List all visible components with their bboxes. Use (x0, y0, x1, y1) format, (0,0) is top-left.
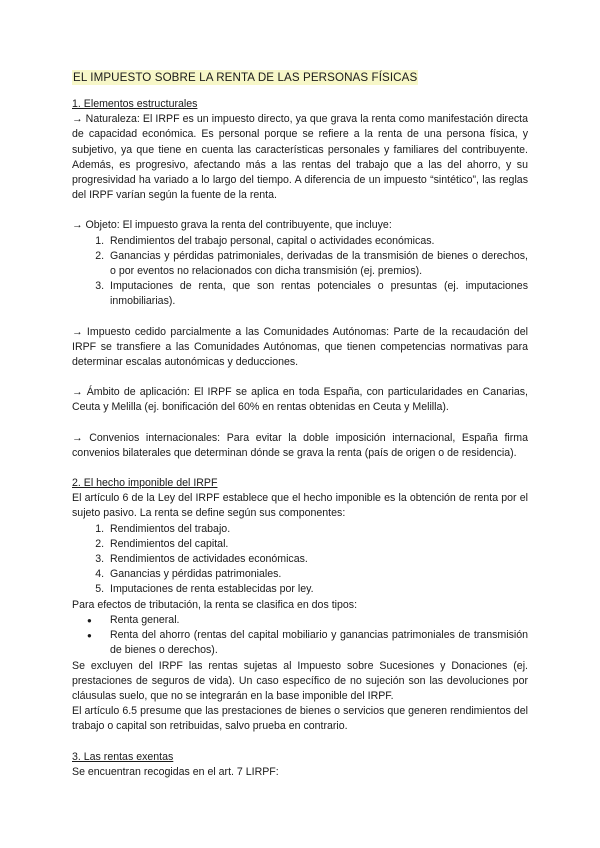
list-item: 1. Rendimientos del trabajo. (107, 522, 528, 537)
list-item: 1. Rendimientos del trabajo personal, capital o actividades económicas. (107, 234, 528, 249)
list-item: 3. Imputaciones de renta, que son rentas potenciales o presuntas (ej. imputaciones inmobiliarias). (107, 279, 528, 309)
objeto-intro: → Objeto: El impuesto grava la renta del contribuyente, que incluye: (72, 219, 392, 232)
convenios-paragraph: → Convenios internacionales: Para evitar la doble imposición internacional, España firma convenios bilaterales que determinan dónde se grava la renta (país de origen o de residencia). (72, 431, 528, 459)
list-item: ● Renta general. (107, 613, 528, 628)
naturaleza-paragraph: → Naturaleza: El IRPF es un impuesto directo, ya que grava la renta como manifestación directa de capacidad económica. Es personal porque se refiere a la renta de una persona física, y subjetivo, ya que tiene en cuenta las características personales y familiares del contribuyente. Además, es progresivo, afectando más a las rentas del trabajo que a las del ahorro, y su progresividad ha variado a lo largo del tiempo. A diferencia de un impuesto “sintético”, las reglas del IRPF varían según la fuente de la renta. (72, 113, 528, 202)
list-item: ● Renta del ahorro (rentas del capital mobiliario y ganancias patrimoniales de transmisión de bienes o derechos). (107, 628, 528, 658)
list-item: 5. Imputaciones de renta establecidas por ley. (107, 582, 528, 597)
list-item: 3. Rendimientos de actividades económicas. (107, 552, 528, 567)
componentes-list (72, 522, 528, 598)
tipos-list (72, 613, 528, 659)
objeto-list (72, 234, 528, 310)
section-2-heading: 2. El hecho imponible del IRPF (72, 477, 218, 490)
rentas-exentas-intro: Se encuentran recogidas en el art. 7 LIRPF: (72, 765, 279, 778)
document-title: EL IMPUESTO SOBRE LA RENTA DE LAS PERSONAS FÍSICAS (73, 71, 418, 84)
list-item: 2. Ganancias y pérdidas patrimoniales, derivadas de la transmisión de bienes o derechos, o por eventos no relacionados con dicha transmisión (ej. premios). (107, 249, 528, 279)
cedido-paragraph: → Impuesto cedido parcialmente a las Comunidades Autónomas: Parte de la recaudación del IRPF se transfiere a las Comunidades Autónomas, que tienen competencias normativas para determinar escalas autonómicas y deducciones. (72, 325, 528, 369)
art-6-5-paragraph: El artículo 6.5 presume que las prestaciones de bienes o servicios que generen rendimientos del trabajo o capital son retribuidas, salvo prueba en contrario. (72, 705, 528, 733)
ambito-paragraph: → Ámbito de aplicación: El IRPF se aplica en toda España, con particularidades en Canarias, Ceuta y Melilla (ej. bonificación del 60% en rentas obtenidas en Ceuta y Melilla). (72, 386, 528, 414)
excluyen-paragraph: Se excluyen del IRPF las rentas sujetas al Impuesto sobre Sucesiones y Donaciones (ej. prestaciones de seguros de vida). Un caso específico de no sujeción son las devoluciones por cláusulas suelo, que no se integrarán en la base imponible del IRPF. (72, 659, 528, 702)
hecho-imponible-intro: El artículo 6 de la Ley del IRPF establece que el hecho imponible es la obtención de renta por el sujeto pasivo. La renta se define según sus componentes: (72, 492, 528, 520)
list-item: 2. Rendimientos del capital. (107, 537, 528, 552)
section-3-heading: 3. Las rentas exentas (72, 750, 174, 763)
list-item: 4. Ganancias y pérdidas patrimoniales. (107, 567, 528, 582)
section-1-heading: 1. Elementos estructurales (72, 98, 198, 110)
tipos-intro: Para efectos de tributación, la renta se clasifica en dos tipos: (72, 598, 358, 611)
